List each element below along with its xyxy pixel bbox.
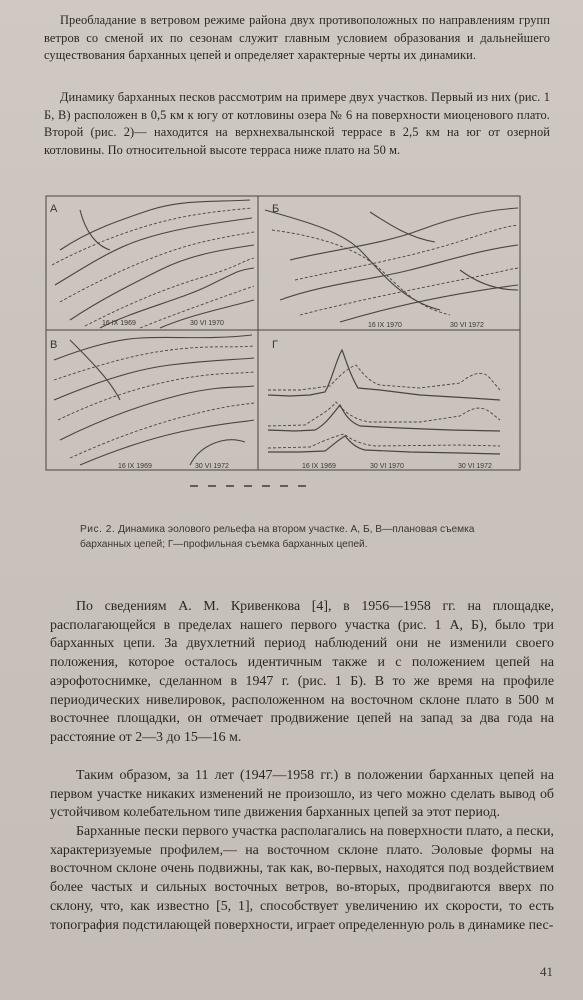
panel-d-profiles — [268, 350, 500, 454]
paragraph-conclusion — [50, 767, 554, 823]
paragraph-text: Преобладание в ветровом режиме района двух противоположных по направлениям групп ветров со сменой их по сезонам служит главным условием образования и дальнейшего существования барханных цепей и определяет характерные черты их динамики. — [44, 13, 550, 63]
panel-a-frame — [46, 196, 258, 330]
caption-label: Рис. 2. — [80, 524, 116, 535]
panel-label-a: А — [50, 203, 58, 215]
panel-b-frame — [258, 196, 520, 330]
paragraph-text: Динамику барханных песков рассмотрим на примере двух участков. Первый из них (рис. 1 Б, В) расположен в 0,5 км к югу от котловины озера № 6 на поверхности миоценового плато. Второй (рис. 2)— находится на верхнехвалынской террасе в 2,5 км на юг от озерной котловины. По относительной высоте терраса ниже плато на 50 м. — [44, 90, 550, 157]
panel-label-c: В — [50, 339, 58, 351]
date-label: 30 VI 1972 — [195, 463, 229, 470]
date-label: 30 VI 1970 — [190, 320, 224, 327]
panel-b-contours — [265, 208, 518, 322]
paragraph-winds — [44, 12, 550, 65]
date-label: 16 IX 1969 — [118, 463, 152, 470]
page-number: 41 — [540, 964, 553, 979]
paragraph-slope — [50, 823, 554, 935]
paragraph-krivenkov — [50, 598, 554, 748]
caption-text: Динамика эолового рельефа на втором участке. А, Б, В—плановая съемка барханных цепей; Г—профильная съемка барханных цепей. — [80, 524, 475, 550]
panel-a-contours — [55, 200, 254, 328]
paragraph-text: Таким образом, за 11 лет (1947—1958 гг.) в положении барханных цепей на первом участке никаких изменений не произошло, из чего можно сделать вывод об устойчивом колебательном типе движения барханных цепей за этот период. — [50, 768, 554, 821]
figure-caption — [80, 522, 520, 552]
panel-c-contours — [54, 335, 254, 465]
paragraph-text: Барханные пески первого участка располагались на поверхности плато, а пески, характеризуемые профилем,— на восточном склоне плато. Эоловые формы на восточном склоне очень подвижны, так как, во-первых, находятся под воздействием более частых и сильных восточных ветров, во-вторых, продвигаются вверх по склону, что, как известно [5, 1], способствует увеличению их скорости, то есть топография подстилающей поверхности, играет определенную роль в динамике пес- — [50, 824, 554, 933]
panel-b-dashed — [272, 225, 518, 315]
date-label: 16 IX 1969 — [302, 463, 336, 470]
panel-label-d: Г — [272, 339, 278, 351]
date-label: 30 VI 1972 — [450, 322, 484, 329]
paragraph-text: По сведениям А. М. Кривенкова [4], в 1956—1958 гг. на площадке, располагающейся в пределах нашего первого участка (рис. 1 А, Б), было три барханных цепи. За двухлетний период наблюдений они не изменили своего положения, которое осталось идентичным также и с положением цепей на аэрофотоснимке, сделанном в 1947 г. (рис. 1 Б). В то же время на профиле периодических нивелировок, расположенном на восточном склоне плато в 500 м восточнее площадки, он отмечает продвижение цепей на запад за два года на расстояние от 2—3 до 15—16 м. — [50, 599, 554, 745]
panel-d-dashed — [268, 365, 500, 448]
date-label: 30 VI 1972 — [458, 463, 492, 470]
date-label: 16 IX 1969 — [102, 320, 136, 327]
panel-d-frame — [258, 330, 520, 470]
date-label: 30 VI 1970 — [370, 463, 404, 470]
panel-label-b: Б — [272, 203, 280, 215]
figure-relief-dynamics — [40, 190, 532, 502]
paragraph-dynamics — [44, 89, 550, 159]
date-label: 16 IX 1970 — [368, 322, 402, 329]
